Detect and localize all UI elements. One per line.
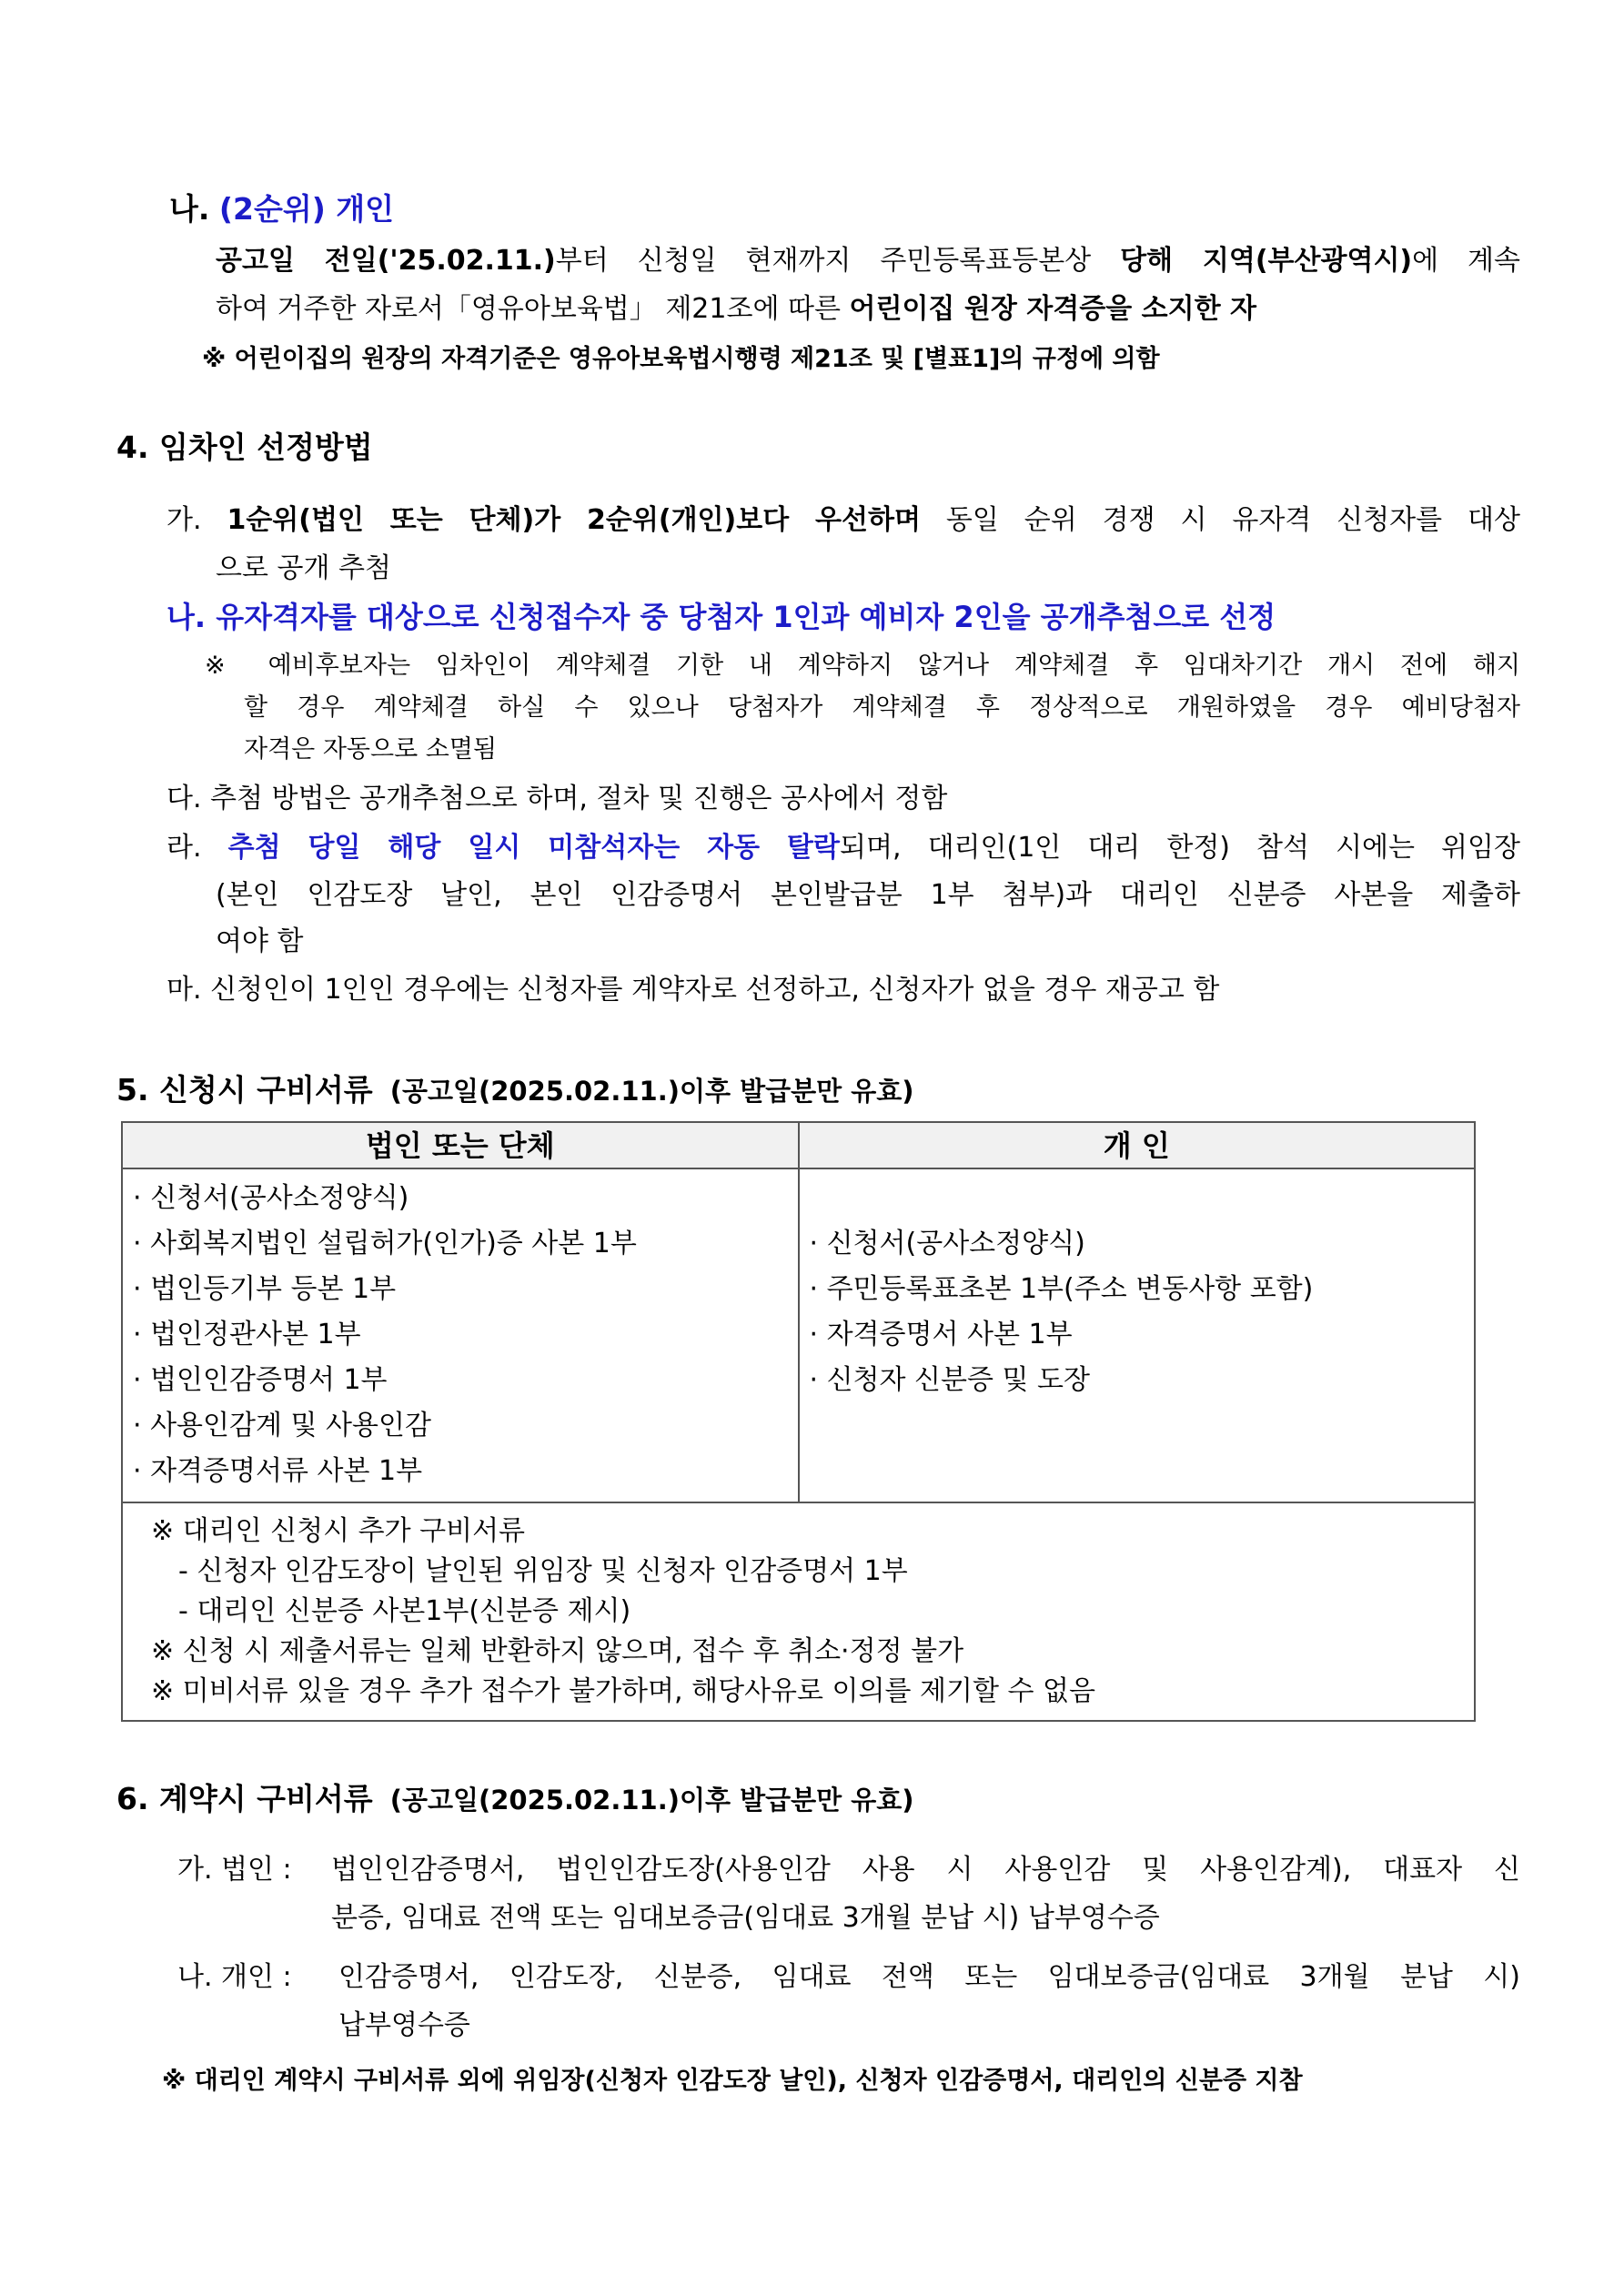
list-item: · 법인등기부 등본 1부 [133,1273,397,1305]
list-item: · 신청서(공사소정양식) [809,1228,1085,1259]
sec3b-note: ※ 어린이집의 원장의 자격기준은 영유아보육법시행령 제21조 및 [별표1]의 규정에 의함 [202,345,1160,373]
sec4-item-e: 마. 신청인이 1인인 경우에는 신청자를 계약자로 선정하고, 신청자가 없을 경우 재공고 함 [166,974,1220,1006]
section-5-heading: 5. 신청시 구비서류 (공고일(2025.02.11.)이후 발급분만 유효) [116,1072,914,1108]
additional-notes [124,1504,1473,1719]
list-item: · 법인인감증명서 1부 [133,1364,388,1396]
sec6-item-a-line2: 분증, 임대료 전액 또는 임대보증금(임대료 3개월 분납 시) 납부영수증 [331,1902,1160,1934]
sec4-item-b: 나. 유자격자를 대상으로 신청접수자 중 당첨자 1인과 예비자 2인을 공개추첨으로 선정 [166,600,1276,634]
note-line: ※ 미비서류 있을 경우 추가 접수가 불가하며, 해당사유로 이의를 제기할 수 없음 [151,1675,1095,1707]
note-line: ※ 대리인 신청시 추가 구비서류 [151,1515,526,1547]
note-line: ※ 신청 시 제출서류는 일체 반환하지 않으며, 접수 후 취소·정정 불가 [151,1635,964,1667]
individual-documents-cell [799,1168,1476,1502]
note-line: - 신청자 인감도장이 날인된 위임장 및 신청자 인감증명서 1부 [178,1555,908,1587]
sec4-item-b-note-line3: 자격은 자동으로 소멸됨 [244,735,497,764]
list-item: · 신청서(공사소정양식) [133,1182,409,1214]
sec4-item-b-note-line1: ※ 예비후보자는 임차인이 계약체결 기한 내 계약하지 않거나 계약체결 후 임대차기간 개시 전에 해지 [205,652,1520,680]
individual-documents-list [801,1170,1474,1409]
additional-notes-cell [122,1502,1475,1721]
column-corporation: 법인 또는 단체 [122,1122,799,1168]
sec3b-paragraph-line2: 하여 거주한 자로서「영유아보육법」 제21조에 따른 어린이집 원장 자격증을 소지한 자 [216,293,1256,325]
list-item: · 사용인감계 및 사용인감 [133,1410,431,1441]
corporation-documents-list [124,1170,797,1500]
sec6-item-b-line1: 인감증명서, 인감도장, 신분증, 임대료 전액 또는 임대보증금(임대료 3개월 분납 시) [338,1961,1520,1993]
sec6-item-b-line2: 납부영수증 [338,2009,470,2041]
column-individual: 개 인 [799,1122,1476,1168]
sec6-item-a-label: 가. 법인 : [177,1854,292,1886]
sec4-item-d-line3: 여야 함 [216,925,304,957]
note-line: - 대리인 신분증 사본1부(신분증 제시) [178,1595,631,1627]
sec4-item-b-note-line2: 할 경우 계약체결 하실 수 있으나 당첨자가 계약체결 후 정상적으로 개원하였을 경우 예비당첨자 [244,693,1520,722]
list-item: · 자격증명서 사본 1부 [809,1319,1073,1350]
sec4-item-d-line2: (본인 인감도장 날인, 본인 인감증명서 본인발급분 1부 첨부)과 대리인 신분증 사본을 제출하 [216,879,1520,911]
list-item: · 자격증명서류 사본 1부 [133,1455,423,1487]
section-6-heading: 6. 계약시 구비서류 (공고일(2025.02.11.)이후 발급분만 유효) [116,1781,914,1816]
application-documents-table [121,1121,1476,1722]
sec6-item-a-line1: 법인인감증명서, 법인인감도장(사용인감 사용 시 사용인감 및 사용인감계), 대표자 신 [331,1854,1520,1886]
sec3b-paragraph-line1: 공고일 전일('25.02.11.)부터 신청일 현재까지 주민등록표등본상 당해 지역(부산광역시)에 계속 [216,245,1520,277]
list-item: · 법인정관사본 1부 [133,1319,361,1350]
sec4-item-d-line1: 라. 추첨 당일 해당 일시 미참석자는 자동 탈락되며, 대리인(1인 대리 한정) 참석 시에는 위임장 [166,832,1520,864]
list-item: · 주민등록표초본 1부(주소 변동사항 포함) [809,1273,1314,1305]
corporation-documents-cell [122,1168,799,1502]
sec6-item-b-label: 나. 개인 : [177,1961,292,1993]
sec4-item-c: 다. 추첨 방법은 공개추첨으로 하며, 절차 및 진행은 공사에서 정함 [166,783,948,814]
sec4-item-a-line1: 가. 1순위(법인 또는 단체)가 2순위(개인)보다 우선하며 동일 순위 경쟁 시 유자격 신청자를 대상 [166,504,1520,536]
priority-2-label: (2순위) 개인 [218,191,395,227]
list-item: · 사회복지법인 설립허가(인가)증 사본 1부 [133,1228,637,1259]
list-item: · 신청자 신분증 및 도장 [809,1364,1091,1396]
section-3b-title: 나. (2순위) 개인 [169,191,395,227]
section-4-heading: 4. 임차인 선정방법 [116,430,373,465]
sec4-item-a-line2: 으로 공개 추첨 [216,552,391,584]
sec6-proxy-note: ※ 대리인 계약시 구비서류 외에 위임장(신청자 인감도장 날인), 신청자 인감증명서, 대리인의 신분증 지참 [162,2067,1303,2095]
